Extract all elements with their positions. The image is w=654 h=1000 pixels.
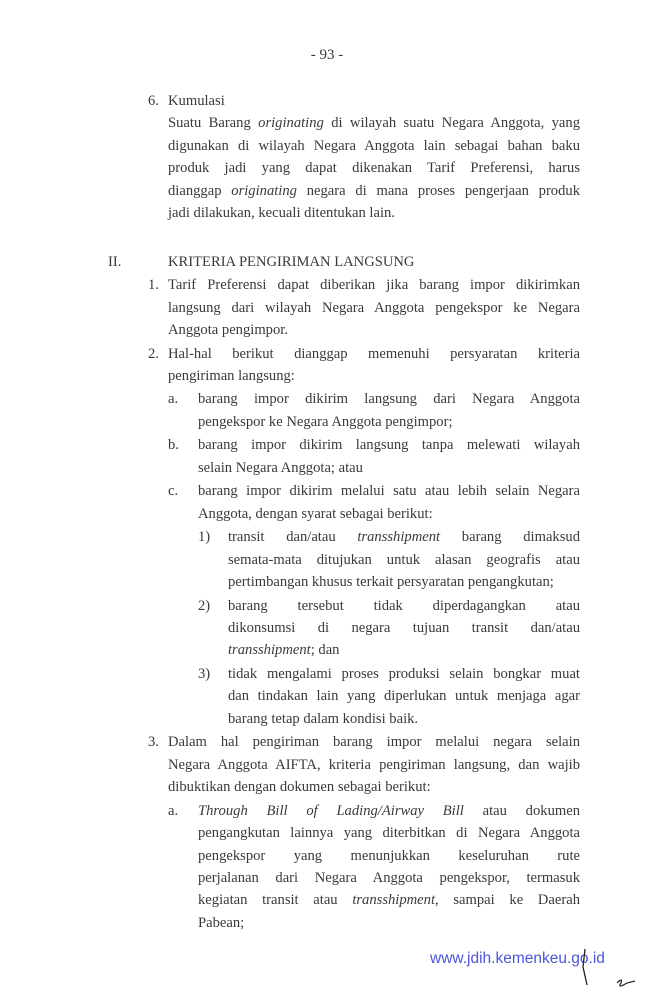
list-item <box>0 343 654 388</box>
text-segment: digunakan di wilayah Negara Anggota lain sebagai bahan baku <box>168 137 580 154</box>
text-segment: Dalam hal pengiriman barang impor melalui negara selain <box>168 734 580 751</box>
text-segment: Negara Anggota AIFTA, kriteria pengiriman langsung, dan wajib <box>168 756 580 773</box>
text-segment: Kumulasi <box>168 93 225 109</box>
text-segment: barang tersebut tidak diperdagangkan atau <box>228 597 580 614</box>
item-text <box>168 343 580 388</box>
text-line <box>168 251 580 273</box>
text-line <box>168 365 580 387</box>
list-item <box>0 388 654 433</box>
text-segment: perjalanan dari Negara Anggota pengekspor, termasuk <box>198 869 580 886</box>
text-line <box>228 685 580 707</box>
text-line <box>168 157 580 179</box>
text-segment: transit dan/atau <box>228 529 358 546</box>
text-line <box>198 845 580 867</box>
item-number: 3. <box>148 734 159 751</box>
text-segment: pengekspor yang menunjukkan keseluruhan rute <box>198 847 580 864</box>
item-number: 6. <box>148 93 159 109</box>
text-segment: di wilayah suatu Negara Anggota, yang <box>323 115 581 132</box>
text-line <box>198 434 580 456</box>
text-line <box>228 571 580 593</box>
text-line <box>198 800 580 822</box>
text-segment: pertimbangan khusus terkait persyaratan pengangkutan; <box>228 574 554 591</box>
text-line <box>168 754 580 776</box>
item-text <box>198 480 580 525</box>
text-line <box>198 867 580 889</box>
source-url-link[interactable]: www.jdih.kemenkeu.go.id <box>430 950 605 967</box>
text-segment: kegiatan transit atau <box>198 892 353 909</box>
item-number: b. <box>168 437 179 454</box>
text-line <box>168 343 580 365</box>
text-line <box>228 549 580 571</box>
document-body <box>0 90 654 934</box>
text-segment: Suatu Barang <box>168 115 259 132</box>
text-segment: dianggap <box>168 182 232 199</box>
text-segment: barang impor dikirim langsung tanpa melewati wilayah <box>198 437 580 454</box>
item-number: a. <box>168 391 179 408</box>
list-item <box>0 480 654 525</box>
text-segment: barang impor dikirim langsung dari Negara Anggota <box>198 391 580 408</box>
item-text <box>198 800 580 935</box>
text-segment: Anggota pengimpor. <box>168 322 288 339</box>
text-segment: dibuktikan dengan dokumen sebagai berikut: <box>168 779 431 796</box>
list-item <box>0 663 654 730</box>
text-segment: selain Negara Anggota; atau <box>198 459 363 476</box>
text-segment: pengekspor ke Negara Anggota pengimpor; <box>198 413 453 430</box>
text-segment: langsung dari wilayah Negara Anggota pengekspor ke Negara <box>168 299 580 316</box>
list-item <box>0 526 654 593</box>
text-line <box>228 526 580 548</box>
italic-term: transshipment <box>228 642 311 659</box>
text-line <box>198 503 580 525</box>
item-text <box>228 595 580 662</box>
list-item <box>0 274 654 341</box>
text-segment: barang tetap dalam kondisi baik. <box>228 710 419 727</box>
text-segment: semata-mata ditujukan untuk alasan geografis atau <box>228 551 580 568</box>
text-segment: negara di mana proses pengerjaan produk <box>296 182 580 199</box>
text-line <box>168 202 580 224</box>
italic-term: transshipment <box>357 529 441 546</box>
text-segment: pengiriman langsung: <box>168 367 295 384</box>
item-text <box>198 434 580 479</box>
italic-term: transshipment <box>352 892 436 909</box>
text-line <box>198 912 580 934</box>
text-line <box>198 480 580 502</box>
list-item <box>0 595 654 662</box>
text-line <box>168 180 580 202</box>
text-line <box>228 663 580 685</box>
text-line <box>168 112 580 134</box>
list-item <box>0 731 654 798</box>
item-number: a. <box>168 802 179 819</box>
text-line <box>198 411 580 433</box>
item-number: 2. <box>148 345 159 362</box>
text-segment: ; dan <box>310 642 340 659</box>
text-segment: Hal-hal berikut dianggap memenuhi persyaratan kriteria <box>168 345 580 362</box>
text-line <box>168 135 580 157</box>
paraf-signature-icon <box>575 945 635 995</box>
text-segment: pengangkutan lainnya yang diterbitkan di Negara Anggota <box>198 825 580 842</box>
text-line <box>168 297 580 319</box>
text-segment: jadi dilakukan, kecuali ditentukan lain. <box>168 205 395 222</box>
text-segment: Pabean; <box>198 914 245 931</box>
text-segment: barang dimaksud <box>440 529 580 546</box>
text-segment: produk jadi yang dapat dikenakan Tarif Preferensi, harus <box>168 160 580 177</box>
item-number: 1) <box>198 529 211 546</box>
text-line <box>228 617 580 639</box>
page-number: - 93 - <box>310 47 344 63</box>
text-line <box>168 90 580 112</box>
text-line <box>168 731 580 753</box>
text-line <box>198 457 580 479</box>
text-segment: , sampai ke Daerah <box>435 892 580 909</box>
text-segment: Tarif Preferensi dapat diberikan jika barang impor dikirimkan <box>168 277 580 294</box>
text-segment: KRITERIA PENGIRIMAN LANGSUNG <box>168 253 415 270</box>
text-segment: tidak mengalami proses produksi selain bongkar muat <box>228 665 580 682</box>
text-segment: atau dokumen <box>463 802 580 819</box>
text-line <box>228 595 580 617</box>
italic-term: originating <box>258 115 324 132</box>
item-number: 2) <box>198 597 211 614</box>
item-text <box>168 731 580 798</box>
item-number: c. <box>168 483 179 500</box>
text-segment: Anggota, dengan syarat sebagai berikut: <box>198 505 433 522</box>
text-line <box>198 388 580 410</box>
list-item <box>0 251 654 273</box>
italic-term: Through Bill of Lading/Airway Bill <box>198 802 464 819</box>
item-number: 3) <box>198 665 211 682</box>
text-segment: barang impor dikirim melalui satu atau lebih selain Negara <box>198 483 580 500</box>
text-line <box>168 776 580 798</box>
text-line <box>228 639 580 661</box>
italic-term: originating <box>231 182 297 199</box>
list-item <box>0 800 654 935</box>
item-number: 1. <box>148 277 159 294</box>
item-number: II. <box>108 253 122 270</box>
item-text <box>228 526 580 593</box>
list-item <box>0 434 654 479</box>
text-line <box>168 274 580 296</box>
item-text <box>168 90 580 225</box>
text-line <box>198 822 580 844</box>
item-text <box>228 663 580 730</box>
text-segment: dan tindakan lain yang diperlukan untuk menjaga agar <box>228 688 580 705</box>
text-line <box>228 708 580 730</box>
item-text <box>168 251 580 273</box>
text-segment: dikonsumsi di negara tujuan transit dan/atau <box>228 619 580 636</box>
text-line <box>168 319 580 341</box>
text-line <box>198 889 580 911</box>
item-text <box>198 388 580 433</box>
list-item <box>0 90 654 225</box>
item-text <box>168 274 580 341</box>
